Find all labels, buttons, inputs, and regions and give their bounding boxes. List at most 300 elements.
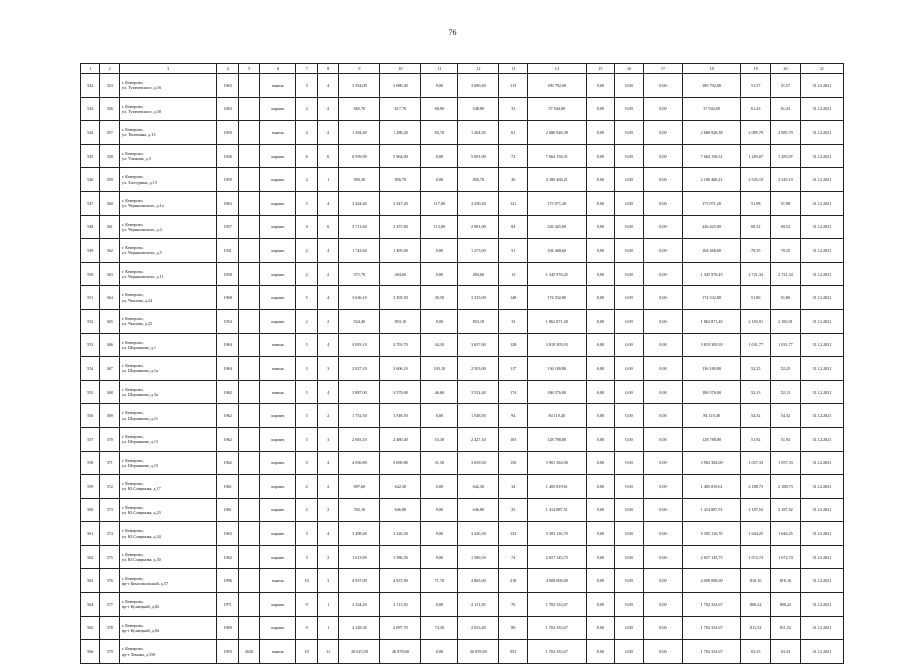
table-cell: 0,00 bbox=[421, 522, 458, 546]
table-cell: 1 613,90 bbox=[339, 545, 380, 569]
table-cell: 1 414 887,51 bbox=[528, 498, 586, 522]
table-cell: 156 bbox=[499, 451, 528, 475]
table-cell: 1961 bbox=[217, 475, 239, 499]
table-cell: 4 bbox=[317, 451, 339, 475]
table-cell: 0,00 bbox=[643, 215, 682, 239]
table-cell: 0,00 bbox=[615, 74, 644, 98]
table-cell: 2 085,79 bbox=[741, 121, 771, 145]
table-cell: 117 bbox=[499, 357, 528, 381]
table-cell: 1 405 819,61 bbox=[682, 475, 740, 499]
table-cell: 7 664 156,31 bbox=[682, 144, 740, 168]
table-row bbox=[81, 640, 844, 664]
table-cell bbox=[238, 569, 260, 593]
column-header: 11 bbox=[421, 64, 458, 74]
table-cell: 5 bbox=[296, 333, 318, 357]
table-cell: 173 971,20 bbox=[682, 191, 740, 215]
table-cell: г. Кемерово, ул. Ю.Смирнова, д.17 bbox=[119, 475, 216, 499]
table-cell: 31.12.2021 bbox=[800, 569, 843, 593]
table-cell: 2 234,20 bbox=[339, 593, 380, 617]
table-cell: 3 532,40 bbox=[458, 380, 499, 404]
table-cell: 0,00 bbox=[615, 522, 644, 546]
table-cell: 31.12.2021 bbox=[800, 144, 843, 168]
table-cell: панель bbox=[260, 333, 296, 357]
column-header: 21 bbox=[800, 64, 843, 74]
table-cell: 3 257,00 bbox=[380, 215, 421, 239]
table-cell: 4 bbox=[317, 286, 339, 310]
table-cell: г. Кемерово, ул. Шорникова, д.13 bbox=[119, 427, 216, 451]
table-cell: 0,00 bbox=[615, 286, 644, 310]
table-cell: кирпич bbox=[260, 309, 296, 333]
table-cell: 94 bbox=[499, 404, 528, 428]
table-cell: г. Кемерово, ул. Ю.Смирнова, д.23 bbox=[119, 498, 216, 522]
table-cell: 853,10 bbox=[380, 309, 421, 333]
table-cell: 1 548,50 bbox=[458, 404, 499, 428]
table-cell: 1959 bbox=[217, 121, 239, 145]
table-cell: 1 702 333,67 bbox=[682, 593, 740, 617]
table-cell: 1 862 871,40 bbox=[682, 309, 740, 333]
table-cell: 0,00 bbox=[615, 427, 644, 451]
table-cell: 0,00 bbox=[421, 545, 458, 569]
table-cell: 566 bbox=[81, 640, 100, 664]
table-cell: 25 bbox=[499, 498, 528, 522]
table-cell: 353 bbox=[100, 74, 119, 98]
table-cell: 1 057,33 bbox=[741, 451, 771, 475]
table-cell: 1 702 333,67 bbox=[528, 616, 586, 640]
table-cell: кирпич bbox=[260, 239, 296, 263]
column-header: 19 bbox=[741, 64, 771, 74]
table-cell: 2 111,50 bbox=[458, 593, 499, 617]
table-cell: 372 bbox=[100, 475, 119, 499]
table-cell: 11 bbox=[317, 640, 339, 664]
table-cell: 0,00 bbox=[643, 97, 682, 121]
table-cell: 1 345 976,45 bbox=[528, 262, 586, 286]
table-cell: 2 180 460,21 bbox=[528, 168, 586, 192]
table-cell: 811,52 bbox=[771, 616, 801, 640]
table-cell: 1962 bbox=[217, 451, 239, 475]
table-cell: 2 023,40 bbox=[458, 616, 499, 640]
table-cell: 128 788,80 bbox=[682, 427, 740, 451]
table-cell: 83,70 bbox=[421, 121, 458, 145]
table-cell: 1 345 976,45 bbox=[682, 262, 740, 286]
table-row bbox=[81, 262, 844, 286]
table-row bbox=[81, 121, 844, 145]
table-cell: 3 902 384,00 bbox=[682, 451, 740, 475]
table-cell: 1 702 333,67 bbox=[528, 593, 586, 617]
table-cell: 9 bbox=[296, 616, 318, 640]
table-cell: 0,00 bbox=[615, 191, 644, 215]
table-cell: 31.12.2021 bbox=[800, 640, 843, 664]
table-cell: 0,00 bbox=[615, 333, 644, 357]
table-cell: 31.12.2021 bbox=[800, 168, 843, 192]
table-cell: 1 702 333,67 bbox=[528, 640, 586, 664]
table-cell: 69,52 bbox=[771, 215, 801, 239]
table-cell: панель bbox=[260, 569, 296, 593]
table-cell: 0,00 bbox=[643, 498, 682, 522]
table-cell: 548,80 bbox=[458, 97, 499, 121]
table-cell: 13 bbox=[499, 262, 528, 286]
table-row bbox=[81, 475, 844, 499]
table-cell: 542 bbox=[81, 74, 100, 98]
table-cell: 0,00 bbox=[586, 522, 615, 546]
table-cell: 31.12.2021 bbox=[800, 475, 843, 499]
table-cell: 104 468,60 bbox=[682, 239, 740, 263]
table-cell: 4 bbox=[296, 215, 318, 239]
table-cell: 113 bbox=[499, 74, 528, 98]
table-cell: 1 644,25 bbox=[771, 522, 801, 546]
table-cell: 9 bbox=[296, 593, 318, 617]
table-cell: 646,80 bbox=[380, 498, 421, 522]
table-cell: 0,00 bbox=[643, 380, 682, 404]
table-cell: 5 bbox=[296, 191, 318, 215]
table-cell bbox=[238, 545, 260, 569]
table-cell: 0,00 bbox=[586, 191, 615, 215]
table-cell: 559 bbox=[81, 475, 100, 499]
column-header: 15 bbox=[586, 64, 615, 74]
table-cell: 0,00 bbox=[421, 475, 458, 499]
table-cell: 2 bbox=[296, 498, 318, 522]
table-cell: 554 bbox=[81, 357, 100, 381]
table-cell: 0,00 bbox=[643, 522, 682, 546]
table-cell: 544 bbox=[81, 121, 100, 145]
table-row bbox=[81, 74, 844, 98]
table-cell: г. Кемерово, ул. Ю.Смирнова, д.30 bbox=[119, 545, 216, 569]
table-cell: г. Кемерово, ул. Чкалова, д.24 bbox=[119, 286, 216, 310]
table-cell: 3 305,50 bbox=[380, 286, 421, 310]
table-row bbox=[81, 215, 844, 239]
table-cell: панель bbox=[260, 640, 296, 664]
table-cell: 5 bbox=[296, 427, 318, 451]
table-cell: кирпич bbox=[260, 593, 296, 617]
table-cell: 363 bbox=[100, 262, 119, 286]
table-cell: г. Кемерово, ул. Шорникова, д.11 bbox=[119, 404, 216, 428]
table-cell: 63,33 bbox=[771, 640, 801, 664]
table-cell: 0,00 bbox=[586, 121, 615, 145]
table-cell: 0,00 bbox=[615, 451, 644, 475]
table-cell: 3 226,30 bbox=[458, 522, 499, 546]
table-cell bbox=[238, 451, 260, 475]
table-cell: 44,10 bbox=[421, 333, 458, 357]
table-cell: кирпич bbox=[260, 404, 296, 428]
table-cell: 3 636,10 bbox=[339, 286, 380, 310]
table-cell: 0,00 bbox=[421, 404, 458, 428]
table-cell: 46,60 bbox=[421, 380, 458, 404]
table-cell: 356 bbox=[100, 97, 119, 121]
table-cell: 545 bbox=[81, 144, 100, 168]
table-cell bbox=[238, 168, 260, 192]
table-cell: 31.12.2021 bbox=[800, 239, 843, 263]
table-cell: 0,00 bbox=[421, 74, 458, 98]
table-cell: 548 bbox=[81, 215, 100, 239]
table-cell: 52,25 bbox=[771, 357, 801, 381]
table-cell: 1962 bbox=[217, 380, 239, 404]
table-cell: 0,00 bbox=[586, 545, 615, 569]
table-cell: 30 625,50 bbox=[339, 640, 380, 664]
table-cell: 4 865,00 bbox=[458, 569, 499, 593]
table-cell: г. Кемерово, ул. Черняховского, д.3 bbox=[119, 215, 216, 239]
table-cell: 2 427,10 bbox=[458, 427, 499, 451]
table-cell: г. Кемерово, ул. Черняховского, д.5 bbox=[119, 239, 216, 263]
table-cell: 0,00 bbox=[586, 144, 615, 168]
table-cell: 2 837,10 bbox=[339, 357, 380, 381]
table-cell: 52,13 bbox=[741, 380, 771, 404]
table-cell: 359 bbox=[100, 168, 119, 192]
table-cell: 549 bbox=[81, 239, 100, 263]
table-cell bbox=[238, 74, 260, 98]
table-cell: 0,00 bbox=[615, 215, 644, 239]
table-cell: 2 180 460,21 bbox=[682, 168, 740, 192]
table-cell: 5 bbox=[296, 404, 318, 428]
column-header: 20 bbox=[771, 64, 801, 74]
table-cell: 2 503,00 bbox=[458, 357, 499, 381]
table-cell: 665,70 bbox=[339, 97, 380, 121]
table-cell: 0,00 bbox=[643, 74, 682, 98]
table-cell: 2 bbox=[317, 309, 339, 333]
table-cell: г. Кемерово, пр-т Комсомольский, д.57 bbox=[119, 569, 216, 593]
table-cell: 357 bbox=[100, 121, 119, 145]
table-cell: 697,60 bbox=[339, 475, 380, 499]
table-cell: 76 bbox=[499, 593, 528, 617]
table-cell: г. Кемерово, ул. Чкалова, д.25 bbox=[119, 309, 216, 333]
table-cell: 365 bbox=[100, 309, 119, 333]
table-cell: 367 bbox=[100, 357, 119, 381]
table-cell: 1964 bbox=[217, 333, 239, 357]
table-cell: 51,86 bbox=[771, 286, 801, 310]
table-cell: 646,80 bbox=[458, 498, 499, 522]
table-cell: 0,00 bbox=[643, 475, 682, 499]
table-cell: 494,60 bbox=[380, 262, 421, 286]
table-cell: 2 183,91 bbox=[771, 309, 801, 333]
table-cell: кирпич bbox=[260, 215, 296, 239]
table-cell: 0,00 bbox=[643, 545, 682, 569]
table-cell: 3 bbox=[317, 427, 339, 451]
table-cell: 1 644,25 bbox=[741, 522, 771, 546]
table-cell: г. Кемерово, пр-т Ленина, д.55б bbox=[119, 640, 216, 664]
table-cell: 2 bbox=[317, 498, 339, 522]
table-cell: 31,50 bbox=[421, 451, 458, 475]
table-cell: 3 887,00 bbox=[339, 380, 380, 404]
column-header: 9 bbox=[339, 64, 380, 74]
table-cell: 37 944,00 bbox=[528, 97, 586, 121]
table-cell: кирпич bbox=[260, 616, 296, 640]
table-cell bbox=[238, 262, 260, 286]
page-number: 76 bbox=[448, 28, 457, 37]
table-cell bbox=[238, 498, 260, 522]
table-cell: 5 bbox=[296, 522, 318, 546]
table-cell: 2 228,30 bbox=[339, 616, 380, 640]
table-cell: 546 bbox=[81, 168, 100, 192]
table-cell: 6 bbox=[317, 144, 339, 168]
table-cell: 34 bbox=[499, 475, 528, 499]
table-cell: 1 bbox=[317, 593, 339, 617]
table-cell: 7 664 156,31 bbox=[528, 144, 586, 168]
table-cell: 924,40 bbox=[339, 309, 380, 333]
table-cell: 4 937,00 bbox=[339, 569, 380, 593]
table-cell: 1 702 333,67 bbox=[682, 616, 740, 640]
column-number-row bbox=[81, 64, 844, 74]
table-cell: г. Кемерово, ул. Шорникова, д.3а bbox=[119, 380, 216, 404]
table-cell: 2 686 926,38 bbox=[682, 121, 740, 145]
table-cell bbox=[238, 357, 260, 381]
table-cell: 553 bbox=[81, 333, 100, 357]
table-cell: 853,10 bbox=[458, 309, 499, 333]
table-cell: 1963 bbox=[217, 191, 239, 215]
table-cell: 132 bbox=[499, 522, 528, 546]
table-cell: 362 bbox=[100, 239, 119, 263]
table-cell: 1 285,07 bbox=[771, 144, 801, 168]
table-cell: 31.12.2021 bbox=[800, 74, 843, 98]
table-cell: 31.12.2021 bbox=[800, 357, 843, 381]
table-cell: 0,00 bbox=[643, 286, 682, 310]
table-cell: 51 bbox=[499, 239, 528, 263]
table-cell: кирпич bbox=[260, 522, 296, 546]
table-cell: 89 bbox=[499, 616, 528, 640]
table-cell: 3 554,00 bbox=[339, 74, 380, 98]
table-cell: 1 742,60 bbox=[339, 239, 380, 263]
table-cell: 0,00 bbox=[615, 357, 644, 381]
table-cell: 565 bbox=[81, 616, 100, 640]
table-cell: 378 bbox=[100, 616, 119, 640]
table-cell: 2 bbox=[317, 121, 339, 145]
table-cell: г. Кемерово, ул. Тухачевского, д.30 bbox=[119, 97, 216, 121]
table-cell: 33 bbox=[499, 97, 528, 121]
table-cell: 31.12.2021 bbox=[800, 616, 843, 640]
table-cell: г. Кемерово, ул. Шорникова, д.1 bbox=[119, 333, 216, 357]
table-cell: 3 579,00 bbox=[380, 380, 421, 404]
table-cell bbox=[238, 380, 260, 404]
table-cell: кирпич bbox=[260, 451, 296, 475]
table-cell: 1 752,30 bbox=[339, 404, 380, 428]
table-cell: 1 672,74 bbox=[741, 545, 771, 569]
table-cell bbox=[238, 191, 260, 215]
table-cell: 3 498,40 bbox=[339, 522, 380, 546]
table-cell: 84 bbox=[499, 215, 528, 239]
table-cell: 2 bbox=[317, 545, 339, 569]
table-cell: г. Кемерово, ул. Черняховского, д.1а bbox=[119, 191, 216, 215]
table-cell: 0,00 bbox=[643, 239, 682, 263]
table-cell: 2 657 145,75 bbox=[528, 545, 586, 569]
table-cell: 0,00 bbox=[586, 451, 615, 475]
table-cell: 375 bbox=[100, 545, 119, 569]
table-cell: 5 305 116,70 bbox=[528, 522, 586, 546]
table-cell: 189 792,00 bbox=[528, 74, 586, 98]
table-cell: 0,00 bbox=[586, 593, 615, 617]
table-cell: 31.12.2021 bbox=[800, 404, 843, 428]
table-cell: 0,00 bbox=[586, 427, 615, 451]
table-cell: 3 680,40 bbox=[380, 74, 421, 98]
table-row bbox=[81, 191, 844, 215]
table-cell: кирпич bbox=[260, 144, 296, 168]
column-header: 2 bbox=[100, 64, 119, 74]
column-header: 10 bbox=[380, 64, 421, 74]
table-cell: 3 659,30 bbox=[458, 451, 499, 475]
table-cell: 5 305 116,70 bbox=[682, 522, 740, 546]
table-cell bbox=[238, 333, 260, 357]
table-cell: 226 425,00 bbox=[528, 215, 586, 239]
table-cell: 6 bbox=[317, 215, 339, 239]
table-row bbox=[81, 357, 844, 381]
column-header: 1 bbox=[81, 64, 100, 74]
table-cell: 0,00 bbox=[586, 640, 615, 664]
table-cell: 1 273,00 bbox=[458, 239, 499, 263]
table-cell: 2 545,19 bbox=[771, 168, 801, 192]
table-cell: 31.12.2021 bbox=[800, 262, 843, 286]
table-cell: 0,00 bbox=[643, 168, 682, 192]
table-cell bbox=[238, 475, 260, 499]
table-cell: 30,50 bbox=[421, 286, 458, 310]
table-cell: 31.12.2021 bbox=[800, 498, 843, 522]
table-cell: 379 bbox=[100, 640, 119, 664]
table-cell: 31.12.2021 bbox=[800, 380, 843, 404]
table-cell: 52,25 bbox=[741, 357, 771, 381]
table-cell: 1 548,50 bbox=[380, 404, 421, 428]
table-cell: 4 bbox=[296, 121, 318, 145]
table-cell: 0,00 bbox=[586, 380, 615, 404]
table-cell: кирпич bbox=[260, 168, 296, 192]
table-cell: 370 bbox=[100, 427, 119, 451]
table-cell: 84 110,40 bbox=[528, 404, 586, 428]
table-row bbox=[81, 144, 844, 168]
table-cell: 543 bbox=[81, 97, 100, 121]
table-cell: 0,00 bbox=[643, 404, 682, 428]
table-row bbox=[81, 569, 844, 593]
table-cell: 0,00 bbox=[615, 144, 644, 168]
table-row bbox=[81, 168, 844, 192]
table-cell: кирпич bbox=[260, 545, 296, 569]
table-cell: 61,43 bbox=[741, 97, 771, 121]
table-cell: 0,00 bbox=[643, 616, 682, 640]
table-cell: 560 bbox=[81, 498, 100, 522]
table-cell: 3 701,70 bbox=[380, 333, 421, 357]
table-cell: 856,70 bbox=[458, 168, 499, 192]
table-cell: панель bbox=[260, 380, 296, 404]
table-cell: 0,00 bbox=[643, 593, 682, 617]
table-cell: 2 721,34 bbox=[771, 262, 801, 286]
table-cell: 4 937,00 bbox=[380, 569, 421, 593]
table-cell: 1 495,00 bbox=[380, 239, 421, 263]
table-cell: кирпич bbox=[260, 262, 296, 286]
table-cell: г. Кемерово, пр-т Кузнецкий, д.84 bbox=[119, 616, 216, 640]
table-cell: 3 711,60 bbox=[339, 215, 380, 239]
table-cell: 2 187,52 bbox=[741, 498, 771, 522]
table-cell: 1954 bbox=[217, 309, 239, 333]
table-cell: г. Кемерово, ул. Ю.Смирнова, д.24 bbox=[119, 522, 216, 546]
table-cell: 31.12.2021 bbox=[800, 427, 843, 451]
table-cell: 564 bbox=[81, 593, 100, 617]
table-cell: 856,70 bbox=[380, 168, 421, 192]
table-cell: 2 bbox=[317, 404, 339, 428]
table-cell: 702,10 bbox=[339, 498, 380, 522]
table-cell: 1 031,77 bbox=[741, 333, 771, 357]
table-cell: 0,00 bbox=[421, 593, 458, 617]
table-cell: 550 bbox=[81, 262, 100, 286]
table-cell: 2 bbox=[296, 262, 318, 286]
table-cell: кирпич bbox=[260, 97, 296, 121]
table-row bbox=[81, 380, 844, 404]
table-cell: 552 bbox=[81, 309, 100, 333]
table-cell: г. Кемерово, ул. Тюленина, д.13 bbox=[119, 121, 216, 145]
table-cell: 33 bbox=[499, 309, 528, 333]
table-body bbox=[81, 74, 844, 664]
table-cell bbox=[238, 309, 260, 333]
table-cell: 31.12.2021 bbox=[800, 593, 843, 617]
table-cell: 5 964,00 bbox=[380, 144, 421, 168]
table-cell: 0,00 bbox=[643, 451, 682, 475]
table-cell: 0,00 bbox=[421, 498, 458, 522]
table-cell: 1 031,77 bbox=[771, 333, 801, 357]
column-header: 5 bbox=[238, 64, 260, 74]
table-cell: 31.12.2021 bbox=[800, 545, 843, 569]
table-cell: 0,00 bbox=[421, 168, 458, 192]
